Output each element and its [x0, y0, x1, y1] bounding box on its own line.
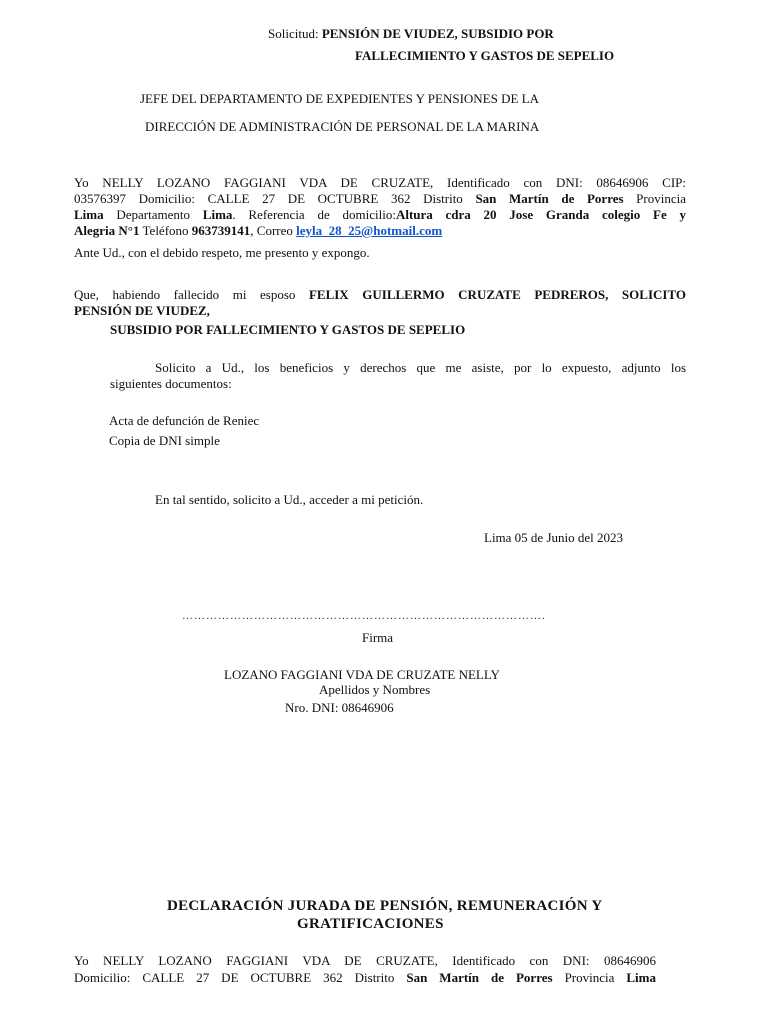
- benefits-line-1: Solicito a Ud., los beneficios y derechos que me asiste, por lo expuesto, adjunto los: [155, 360, 686, 375]
- closing-text: En tal sentido, solicito a Ud., acceder a mi petición.: [155, 492, 424, 507]
- subject-line-1: [268, 26, 554, 42]
- subject-line-2: FALLECIMIENTO Y GASTOS DE SEPELIO: [355, 48, 615, 63]
- solicitud-label: Solicitud:: [268, 26, 319, 41]
- request-line-1: Que, habiendo fallecido mi esposo FELIX GUILLERMO CRUZATE PEDREROS, SOLICITO: [74, 287, 686, 302]
- declaration-title-line-1: DECLARACIÓN JURADA DE PENSIÓN, REMUNERACIÓN Y: [167, 898, 603, 914]
- identification-line-2: 03576397 Domicilio: CALLE 27 DE OCTUBRE 362 Distrito San Martín de Porres Provincia: [74, 191, 687, 206]
- benefits-line-2: siguientes documentos:: [110, 376, 232, 391]
- intro-text: Ante Ud., con el debido respeto, me presento y expongo.: [74, 245, 370, 260]
- signer-full-name: LOZANO FAGGIANI VDA DE CRUZATE NELLY: [224, 667, 500, 682]
- identification-line-3: Lima Departamento Lima. Referencia de domicilio:Altura cdra 20 Jose Granda colegio Fe y: [74, 207, 686, 222]
- signature-line: ……………………………………………………………………………….: [182, 610, 546, 622]
- addressee-line-1: JEFE DEL DEPARTAMENTO DE EXPEDIENTES Y PENSIONES DE LA: [140, 91, 540, 106]
- declaration-line-1: Yo NELLY LOZANO FAGGIANI VDA DE CRUZATE, Identificado con DNI: 08646906: [74, 953, 656, 968]
- signer-dni: Nro. DNI: 08646906: [285, 700, 394, 715]
- declaration-line-2: Domicilio: CALLE 27 DE OCTUBRE 362 Distrito San Martín de Porres Provincia Lima: [74, 970, 657, 985]
- addressee-line-2: DIRECCIÓN DE ADMINISTRACIÓN DE PERSONAL DE LA MARINA: [145, 119, 540, 134]
- date-text: Lima 05 de Junio del 2023: [484, 530, 624, 545]
- email-link[interactable]: leyla_28_25@hotmail.com: [296, 223, 443, 238]
- identification-line-1: Yo NELLY LOZANO FAGGIANI VDA DE CRUZATE, Identificado con DNI: 08646906 CIP:: [74, 175, 686, 190]
- signer-name-caption: Apellidos y Nombres: [319, 682, 431, 697]
- document-item: Copia de DNI simple: [109, 433, 220, 448]
- subject-title: PENSIÓN DE VIUDEZ, SUBSIDIO POR: [321, 26, 554, 41]
- declaration-title-line-2: GRATIFICACIONES: [297, 916, 444, 932]
- request-line-2: PENSIÓN DE VIUDEZ,: [74, 303, 210, 318]
- request-line-3: SUBSIDIO POR FALLECIMIENTO Y GASTOS DE SEPELIO: [110, 322, 466, 337]
- identification-line-4: Alegria N°1 Teléfono 963739141, Correo leyla_28_25@hotmail.com: [74, 223, 443, 238]
- document-item: Acta de defunción de Reniec: [109, 413, 260, 428]
- signature-label: Firma: [362, 630, 394, 645]
